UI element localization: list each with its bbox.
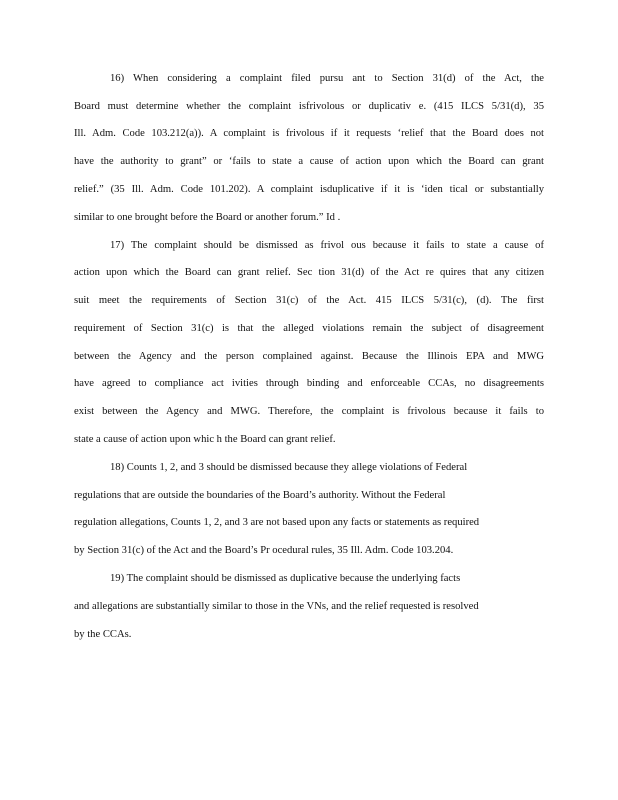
paragraph-17-line-6: have agreed to compliance act ivities through binding and enforceable CCAs, no disagreements (74, 378, 544, 389)
paragraph-17-line-2: action upon which the Board can grant relief. Sec tion 31(d) of the Act re quires that any citizen (74, 267, 544, 278)
paragraph-17-line-5: between the Agency and the person complained against. Because the Illinois EPA and MWG (74, 351, 544, 362)
paragraph-18-line-3: regulation allegations, Counts 1, 2, and 3 are not based upon any facts or statements as required (74, 517, 480, 528)
paragraph-16-line-3: Ill. Adm. Code 103.212(a)). A complaint is frivolous if it requests ‘relief that the Board does not (74, 128, 544, 139)
paragraph-18-line-4: by Section 31(c) of the Act and the Board’s Pr ocedural rules, 35 Ill. Adm. Code 103.204. (74, 545, 454, 556)
paragraph-18-line-2: regulations that are outside the boundaries of the Board’s authority. Without the Federal (74, 490, 446, 501)
paragraph-19-line-1: 19) The complaint should be dismissed as duplicative because the underlying facts (110, 573, 461, 584)
paragraph-16-line-6: similar to one brought before the Board or another forum.” Id . (74, 212, 341, 223)
paragraph-18-line-1: 18) Counts 1, 2, and 3 should be dismissed because they allege violations of Federal (110, 462, 468, 473)
paragraph-17-line-8: state a cause of action upon whic h the Board can grant relief. (74, 434, 336, 445)
paragraph-17-line-4: requirement of Section 31(c) is that the alleged violations remain the subject of disagreement (74, 323, 544, 334)
paragraph-16-line-2: Board must determine whether the complaint isfrivolous or duplicativ e. (415 ILCS 5/31(d), 35 (74, 101, 544, 112)
paragraph-16-line-1: 16) When considering a complaint filed pursu ant to Section 31(d) of the Act, the (110, 73, 544, 84)
paragraph-16-line-4: have the authority to grant” or ‘fails to state a cause of action upon which the Board can grant (74, 156, 544, 167)
paragraph-17-line-1: 17) The complaint should be dismissed as frivol ous because it fails to state a cause of (110, 240, 544, 251)
paragraph-19-line-3: by the CCAs. (74, 629, 132, 640)
paragraph-19-line-2: and allegations are substantially similar to those in the VNs, and the relief requested is resolved (74, 601, 479, 612)
paragraph-16-line-5: relief.” (35 Ill. Adm. Code 101.202). A complaint isduplicative if it is ‘iden tical or substantially (74, 184, 544, 195)
paragraph-17-line-3: suit meet the requirements of Section 31(c) of the Act. 415 ILCS 5/31(c), (d). The first (74, 295, 544, 306)
paragraph-17-line-7: exist between the Agency and MWG. Therefore, the complaint is frivolous because it fails to (74, 406, 544, 417)
